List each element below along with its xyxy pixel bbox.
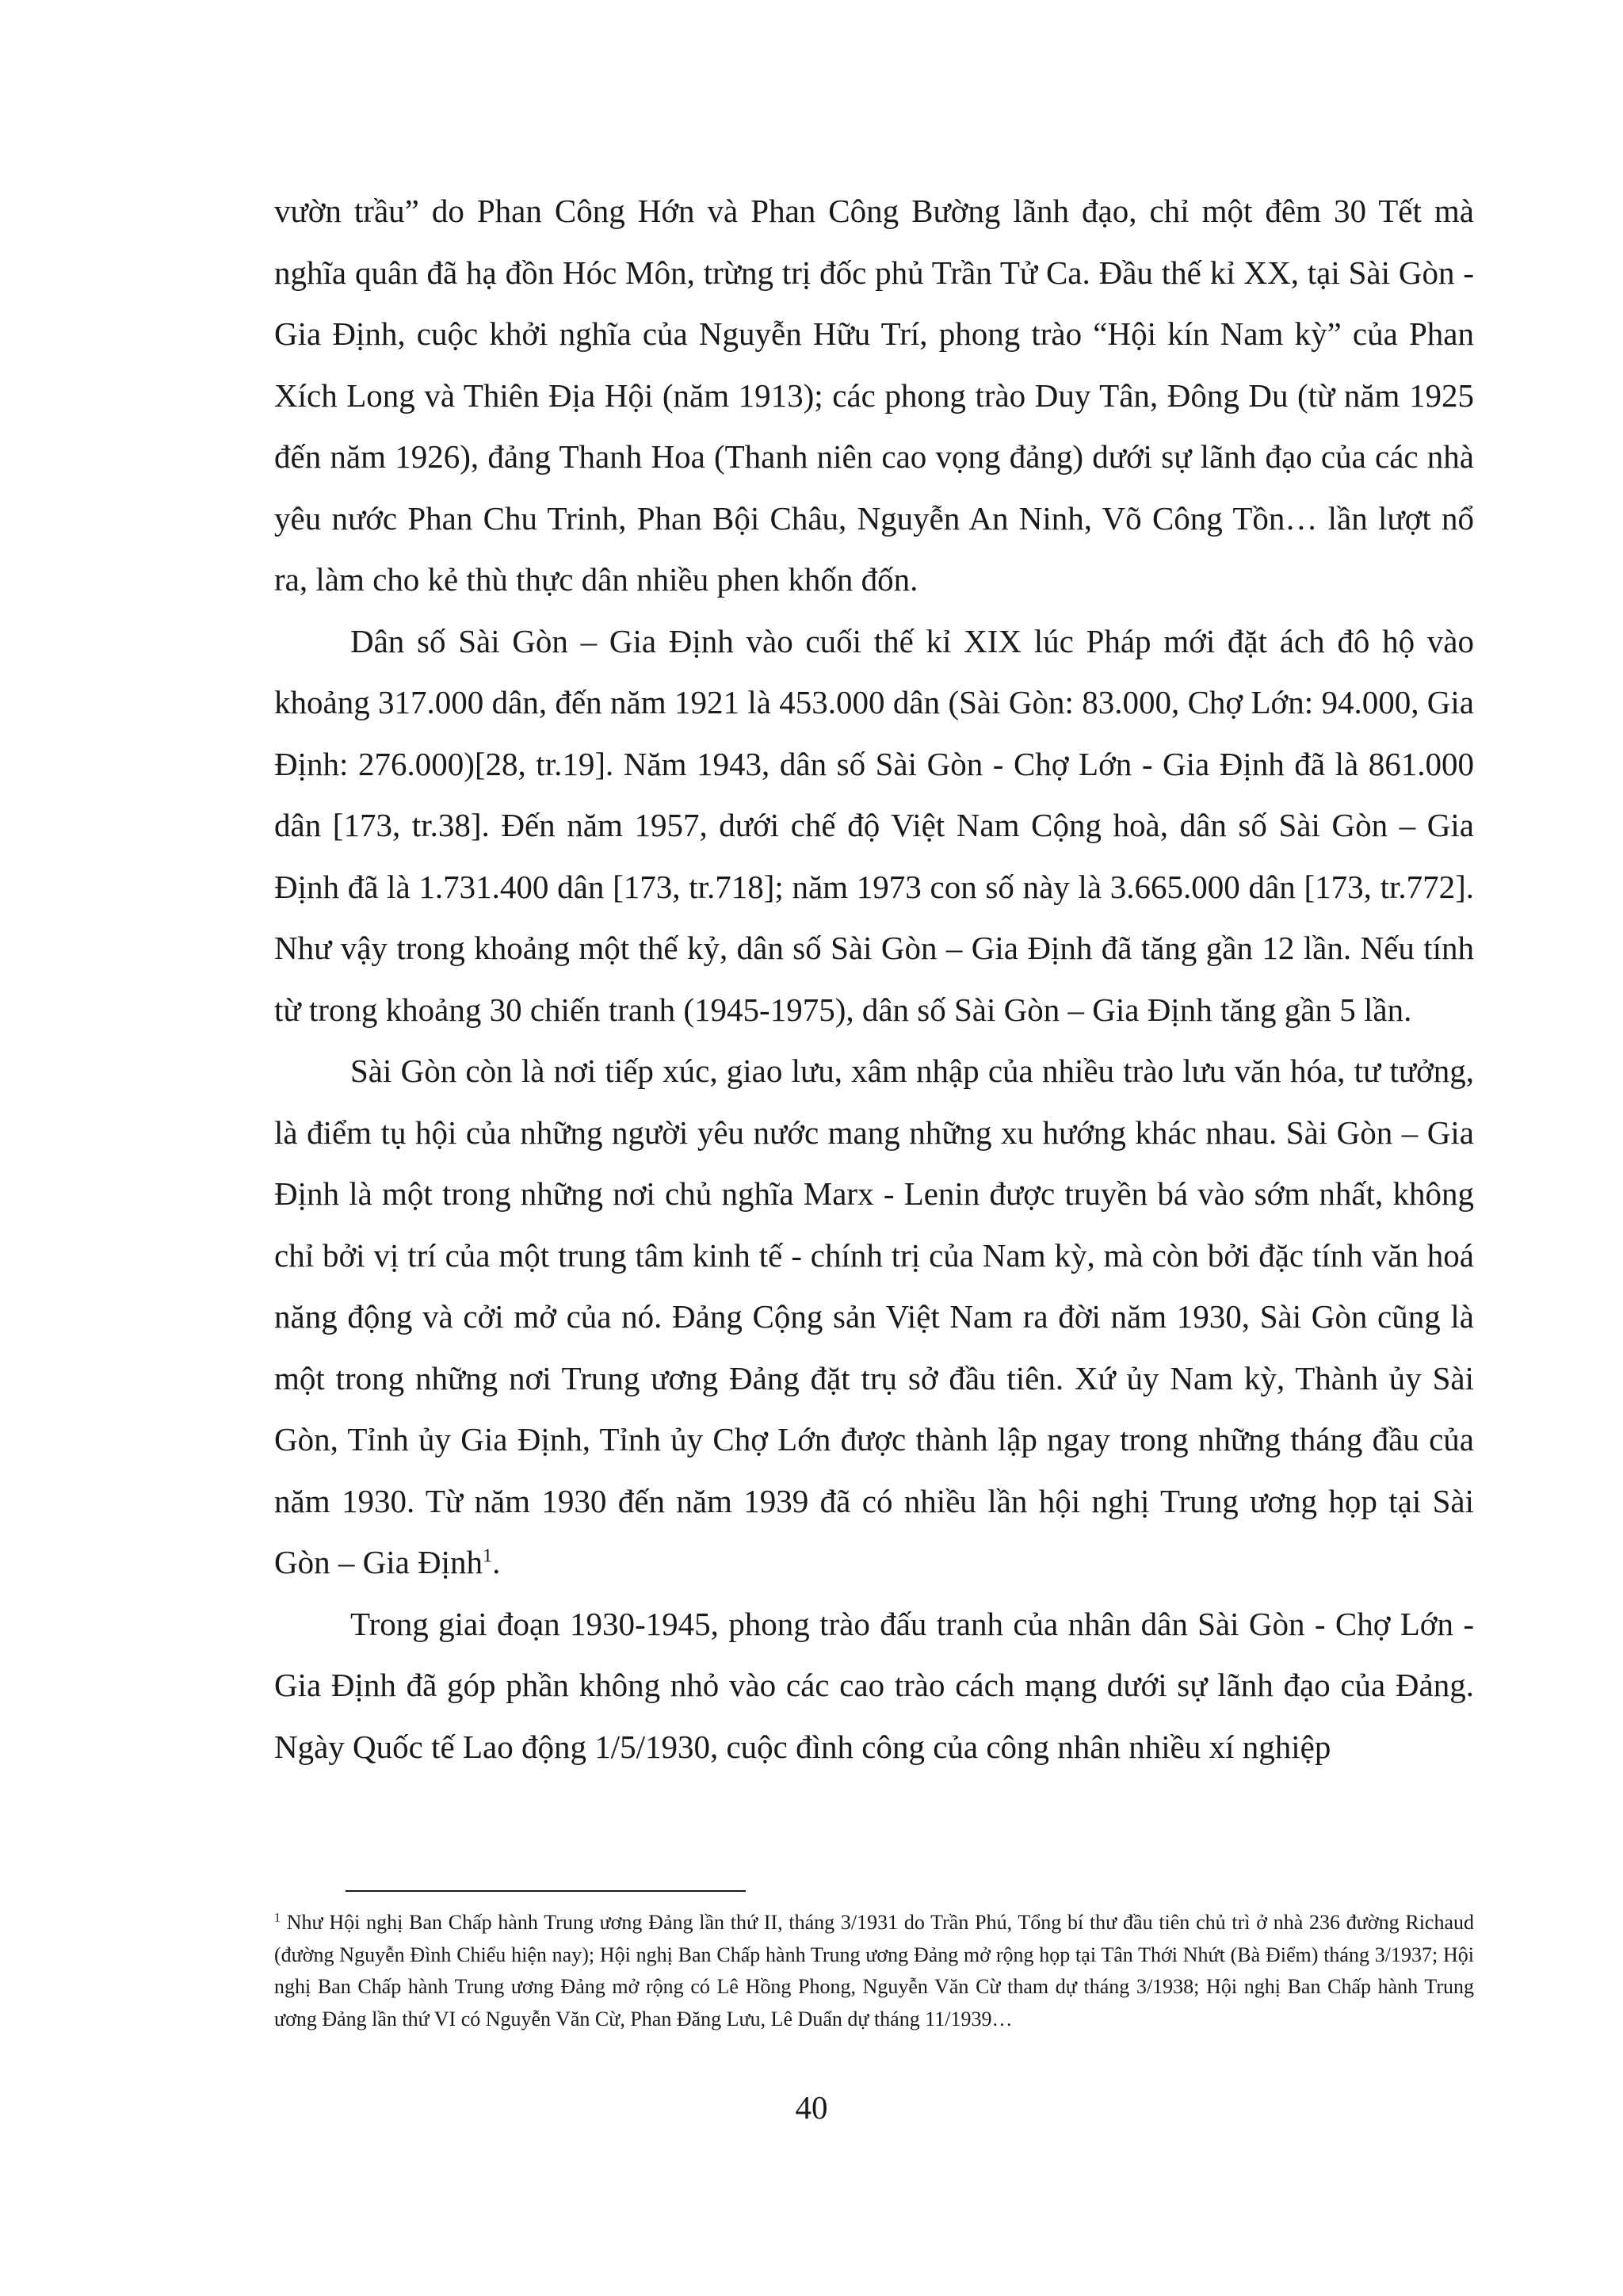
main-text xyxy=(274,181,1474,1778)
paragraph-3-text: Sài Gòn còn là nơi tiếp xúc, giao lưu, xâm nhập của nhiều trào lưu văn hóa, tư tưởng, là điểm tụ hội của những người yêu nước mang những xu hướng khác nhau. Sài Gòn – Gia Định là một trong những nơi chủ nghĩa Marx - Lenin được truyền bá vào sớm nhất, không chỉ bởi vị trí của một trung tâm kinh tế - chính trị của Nam kỳ, mà còn bởi đặc tính văn hoá năng động và cởi mở của nó. Đảng Cộng sản Việt Nam ra đời năm 1930, Sài Gòn cũng là một trong những nơi Trung ương Đảng đặt trụ sở đầu tiên. Xứ ủy Nam kỳ, Thành ủy Sài Gòn, Tỉnh ủy Gia Định, Tỉnh ủy Chợ Lớn được thành lập ngay trong những tháng đầu của năm 1930. Từ năm 1930 đến năm 1939 đã có nhiều lần hội nghị Trung ương họp tại Sài Gòn – Gia Định xyxy=(274,1052,1474,1580)
footnote-separator xyxy=(346,1890,746,1892)
page-number: 40 xyxy=(795,2089,828,2126)
paragraph-3: Sài Gòn còn là nơi tiếp xúc, giao lưu, xâm nhập của nhiều trào lưu văn hóa, tư tưởng, là điểm tụ hội của những người yêu nước mang những xu hướng khác nhau. Sài Gòn – Gia Định là một trong những nơi chủ nghĩa Marx - Lenin được truyền bá vào sớm nhất, không chỉ bởi vị trí của một trung tâm kinh tế - chính trị của Nam kỳ, mà còn bởi đặc tính văn hoá năng động và cởi mở của nó. Đảng Cộng sản Việt Nam ra đời năm 1930, Sài Gòn cũng là một trong những nơi Trung ương Đảng đặt trụ sở đầu tiên. Xứ ủy Nam kỳ, Thành ủy Sài Gòn, Tỉnh ủy Gia Định, Tỉnh ủy Chợ Lớn được thành lập ngay trong những tháng đầu của năm 1930. Từ năm 1930 đến năm 1939 đã có nhiều lần hội nghị Trung ương họp tại Sài Gòn – Gia Định$^1$. xyxy=(274,1052,1474,1580)
paragraph-4: Trong giai đoạn 1930-1945, phong trào đấu tranh của nhân dân Sài Gòn - Chợ Lớn - Gia Định đã góp phần không nhỏ vào các cao trào cách mạng dưới sự lãnh đạo của Đảng. Ngày Quốc tế Lao động 1/5/1930, cuộc đình công của công nhân nhiều xí nghiệp xyxy=(274,1605,1474,1765)
paragraph-2: Dân số Sài Gòn – Gia Định vào cuối thế kỉ XIX lúc Pháp mới đặt ách đô hộ vào khoảng 317.000 dân, đến năm 1921 là 453.000 dân (Sài Gòn: 83.000, Chợ Lớn: 94.000, Gia Định: 276.000)[28, tr.19]. Năm 1943, dân số Sài Gòn - Chợ Lớn - Gia Định đã là 861.000 dân [173, tr.38]. Đến năm 1957, dưới chế độ Việt Nam Cộng hoà, dân số Sài Gòn – Gia Định đã là 1.731.400 dân [173, tr.718]; năm 1973 con số này là 3.665.000 dân [173, tr.772]. Như vậy trong khoảng một thế kỷ, dân số Sài Gòn – Gia Định đã tăng gần 12 lần. Nếu tính từ trong khoảng 30 chiến tranh (1945-1975), dân số Sài Gòn – Gia Định tăng gần 5 lần. xyxy=(274,622,1474,1028)
footnote xyxy=(274,1907,1474,2035)
page-body xyxy=(274,181,1474,1778)
footnote-reference[interactable]: 1 xyxy=(483,1545,493,1567)
paragraph-1: vườn trầu” do Phan Công Hớn và Phan Công Bường lãnh đạo, chỉ một đêm 30 Tết mà nghĩa quân đã hạ đồn Hóc Môn, trừng trị đốc phủ Trần Tử Ca. Đầu thế kỉ XX, tại Sài Gòn - Gia Định, cuộc khởi nghĩa của Nguyễn Hữu Trí, phong trào “Hội kín Nam kỳ” của Phan Xích Long và Thiên Địa Hội (năm 1913); các phong trào Duy Tân, Đông Du (từ năm 1925 đến năm 1926), đảng Thanh Hoa (Thanh niên cao vọng đảng) dưới sự lãnh đạo của các nhà yêu nước Phan Chu Trinh, Phan Bội Châu, Nguyễn An Ninh, Võ Công Tồn… lần lượt nổ ra, làm cho kẻ thù thực dân nhiều phen khốn đốn. xyxy=(274,193,1474,598)
footnote-text: Như Hội nghị Ban Chấp hành Trung ương Đảng lần thứ II, tháng 3/1931 do Trần Phú, Tổng bí thư đầu tiên chủ trì ở nhà 236 đường Richaud (đường Nguyễn Đình Chiểu hiện nay); Hội nghị Ban Chấp hành Trung ương Đảng mở rộng họp tại Tân Thới Nhứt (Bà Điểm) tháng 3/1937; Hội nghị Ban Chấp hành Trung ương Đảng mở rộng có Lê Hồng Phong, Nguyễn Văn Cừ tham dự tháng 3/1938; Hội nghị Ban Chấp hành Trung ương Đảng lần thứ VI có Nguyễn Văn Cừ, Phan Đăng Lưu, Lê Duẩn dự tháng 11/1939… xyxy=(274,1911,1475,2030)
footnote-marker: 1 xyxy=(274,1911,281,1925)
